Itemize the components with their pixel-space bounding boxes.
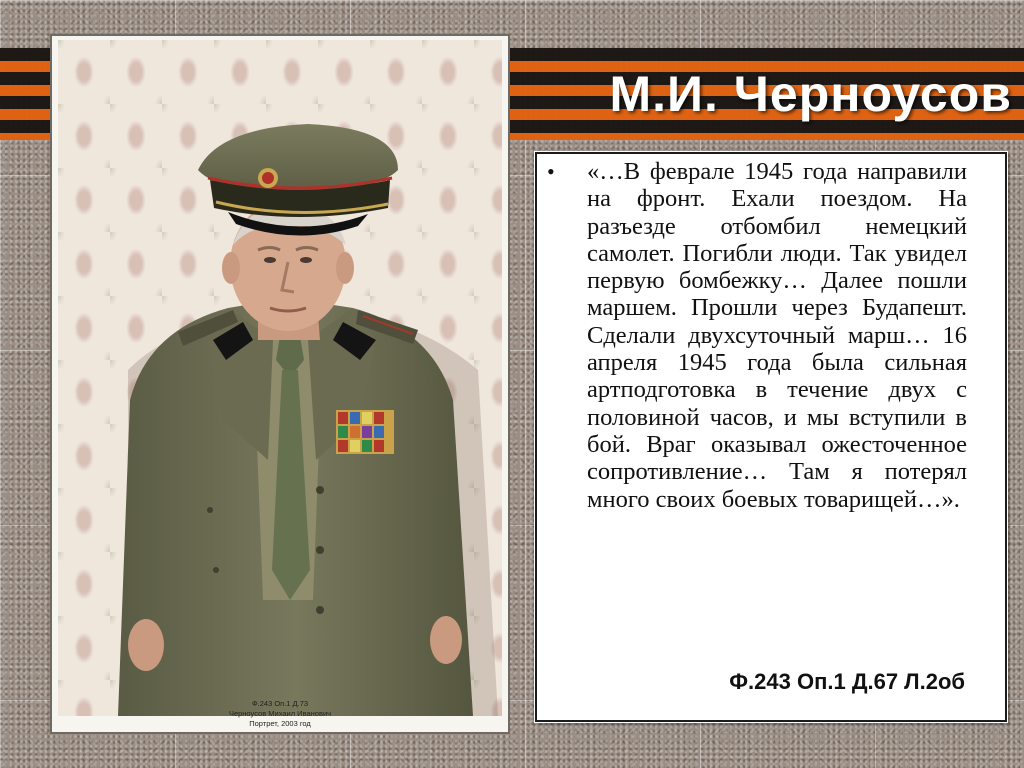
caption-description: Портрет, 2003 год xyxy=(249,719,311,728)
caption-archive-ref: Ф.243 Оп.1 Д.73 xyxy=(251,699,309,708)
portrait-photo xyxy=(58,40,502,716)
slide-title: М.И. Черноусов xyxy=(609,66,1012,122)
photo-caption xyxy=(52,699,508,729)
portrait-frame xyxy=(52,36,508,732)
archive-reference: Ф.243 Оп.1 Д.67 Л.2об xyxy=(729,669,965,694)
caption-name: Черноусов Михаил Иванович xyxy=(228,709,332,718)
veteran-portrait-illustration xyxy=(58,40,502,716)
bullet-marker: • xyxy=(547,159,555,184)
memoir-quote: «…В феврале 1945 года направили на фронт. Ехали поездом. На разъезде отбомбил немецкий самолет. Погибли люди. Так увидел первую бомбежку… Далее пошли маршем. Прошли через Будапешт. Сделали двухсуточный марш… 16 апреля 1945 года была сильная артподготовка в течение двух с половиной часов, и мы вступили в бой. Враг оказывал ожесточенное сопротивление… Там я потерял много своих боевых товарищей…». xyxy=(587,158,967,513)
quote-box xyxy=(535,152,1007,722)
